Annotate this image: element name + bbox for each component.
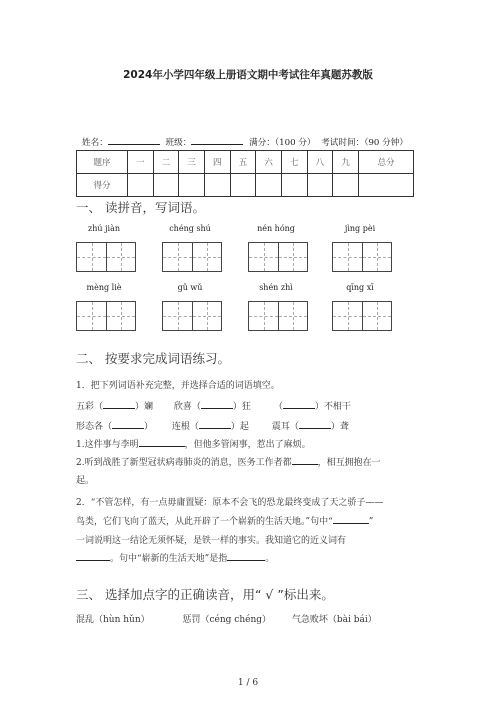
sentence-text: ，但他多管闲事，惹出了麻烦。 xyxy=(184,440,311,450)
pinyin-label: qīng xī xyxy=(346,283,374,292)
score-input-cell[interactable] xyxy=(128,174,154,197)
answer-blank[interactable] xyxy=(227,551,265,561)
name-blank[interactable] xyxy=(108,135,160,145)
answer-blank[interactable] xyxy=(292,455,318,465)
idiom-row xyxy=(76,399,351,412)
idiom-text: ）狂 xyxy=(232,402,251,412)
table-row xyxy=(77,151,414,174)
table-row xyxy=(77,174,414,197)
writing-grid[interactable] xyxy=(332,242,392,272)
score-table xyxy=(76,150,414,197)
answer-blank[interactable] xyxy=(201,399,233,409)
idiom-text: ）斓 xyxy=(135,402,154,412)
fill-sentence xyxy=(76,437,311,450)
page-title: 2024年小学四年级上册语文期中考试往年真题苏教版 xyxy=(123,69,373,81)
table-cell: 题序 xyxy=(77,151,128,174)
score-input-cell[interactable] xyxy=(256,174,282,197)
pinyin-label: shén zhì xyxy=(259,283,293,292)
writing-grid[interactable] xyxy=(76,301,136,331)
exam-time-label: 考试时间：（90 分钟） xyxy=(321,138,408,148)
question-text xyxy=(76,514,373,527)
writing-grid[interactable] xyxy=(332,301,392,331)
table-cell: 五 xyxy=(230,151,256,174)
table-cell: 七 xyxy=(281,151,307,174)
table-cell: 得分 xyxy=(77,174,128,197)
question-text: 1．把下列词语补充完整，并选择合适的词语填空。 xyxy=(76,381,280,391)
idiom-row xyxy=(76,419,349,432)
table-cell: 一 xyxy=(128,151,154,174)
score-input-cell[interactable] xyxy=(333,174,359,197)
pinyin-label: chéng shú xyxy=(169,224,211,233)
table-cell: 八 xyxy=(307,151,333,174)
sentence-text: 1.这件事与李明 xyxy=(76,440,139,450)
question-text: 一词说明这一结论无须怀疑，是铁一样的事实。我知道它的近义词有 xyxy=(76,536,347,546)
answer-blank[interactable] xyxy=(299,419,331,429)
sentence-text: 2.听到战胜了新型冠状病毒肺炎的消息，医务工作者都 xyxy=(76,458,292,468)
sentence-text: ，相互拥抱在一 xyxy=(317,458,381,468)
pinyin-label: gǔ wǔ xyxy=(177,283,203,292)
question-text: 2．“不管怎样，有一点毋庸置疑：原本不会飞的恐龙最终变成了天之骄子—— xyxy=(76,498,384,508)
pronunciation-choice[interactable]: 惩罚（céng chéng） xyxy=(182,615,272,625)
score-input-cell[interactable] xyxy=(359,174,414,197)
sentence-text: 。句中“崭新的生活天地”是指 xyxy=(110,554,228,564)
page-number: 1 / 6 xyxy=(237,678,259,688)
answer-blank[interactable] xyxy=(103,399,135,409)
idiom-text: ）聋 xyxy=(330,422,349,432)
section-2-heading: 二、 按要求完成词语练习。 xyxy=(76,351,230,366)
idiom-text: ） xyxy=(144,422,154,432)
class-label: 班级： xyxy=(165,138,192,148)
table-cell: 二 xyxy=(153,151,179,174)
pinyin-label: mèng liè xyxy=(86,283,122,292)
sentence-text: 起。 xyxy=(76,476,95,486)
idiom-text: 形态各（ xyxy=(76,422,113,432)
pinyin-label: nén hóng xyxy=(257,224,295,233)
answer-blank[interactable] xyxy=(199,419,231,429)
sentence-text: 鸟类，它们飞向了蓝天，从此开辟了一个崭新的生活天地。”句中“ xyxy=(76,517,333,527)
table-cell: 四 xyxy=(204,151,230,174)
writing-grid[interactable] xyxy=(162,301,222,331)
score-input-cell[interactable] xyxy=(307,174,333,197)
name-label: 姓名： xyxy=(82,138,108,148)
writing-grid[interactable] xyxy=(248,242,308,272)
answer-blank[interactable] xyxy=(76,551,110,561)
idiom-text: ）起 xyxy=(230,422,249,432)
answer-blank[interactable] xyxy=(333,514,369,524)
idiom-text: 五彩（ xyxy=(76,402,104,412)
full-score-label: 满分：（100 分） xyxy=(249,138,316,148)
writing-grid[interactable] xyxy=(76,242,136,272)
pinyin-label: jìng pèi xyxy=(344,224,376,233)
table-cell: 九 xyxy=(333,151,359,174)
pronunciation-choice[interactable]: 混乱（hùn hǔn） xyxy=(76,615,150,625)
section-1-heading: 一、 读拼音，写词语。 xyxy=(76,200,205,215)
fill-sentence xyxy=(76,455,381,468)
idiom-text: （ xyxy=(273,402,283,412)
table-cell: 三 xyxy=(179,151,205,174)
table-cell: 六 xyxy=(256,151,282,174)
idiom-text: 连根（ xyxy=(171,422,199,432)
exam-info xyxy=(82,135,408,148)
pinyin-label: zhú jiàn xyxy=(87,224,121,233)
score-input-cell[interactable] xyxy=(230,174,256,197)
idiom-text: 欣喜（ xyxy=(173,402,201,412)
score-input-cell[interactable] xyxy=(204,174,230,197)
question-text xyxy=(76,551,274,564)
sentence-text: ” xyxy=(368,517,374,527)
answer-blank[interactable] xyxy=(112,419,144,429)
idiom-text: 震耳（ xyxy=(271,422,299,432)
score-input-cell[interactable] xyxy=(153,174,179,197)
table-cell: 总分 xyxy=(359,151,414,174)
score-input-cell[interactable] xyxy=(179,174,205,197)
reading-choices xyxy=(76,612,377,625)
idiom-text: ）不相干 xyxy=(314,402,351,412)
section-3-heading: 三、 选择加点字的正确读音，用“ √ ”标出来。 xyxy=(76,587,334,602)
class-blank[interactable] xyxy=(191,135,243,145)
score-input-cell[interactable] xyxy=(281,174,307,197)
sentence-text: 。 xyxy=(265,554,275,564)
writing-grid[interactable] xyxy=(162,242,222,272)
answer-blank[interactable] xyxy=(139,437,185,447)
pronunciation-choice[interactable]: 气急败坏（bài bái） xyxy=(291,615,377,625)
answer-blank[interactable] xyxy=(283,399,315,409)
writing-grid[interactable] xyxy=(248,301,308,331)
